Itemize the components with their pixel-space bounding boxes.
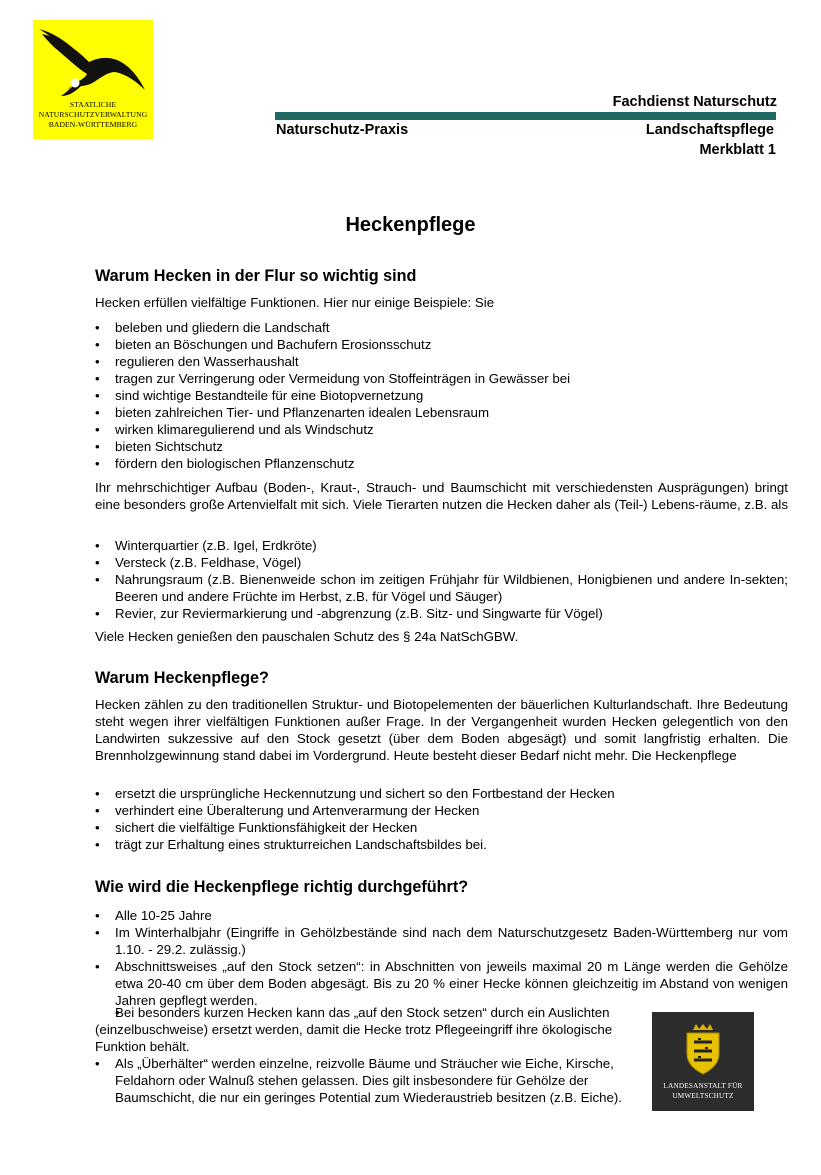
list-item: • sind wichtige Bestandteile für eine Biotopvernetzung [95,387,788,404]
list-item: • Revier, zur Reviermarkierung und -abgrenzung (z.B. Sitz- und Singwarte für Vögel) [95,605,788,622]
note-item [95,1004,641,1055]
list-item: • sichert die vielfältige Funktionsfähigkeit der Hecken [95,819,788,836]
page-title: Heckenpflege [345,214,476,236]
note-text: Bei besonders kurzen Hecken kann das „auf den Stock setzen“ durch ein Auslichten (einzelbuschweise) ersetzt werden, damit die Hecke trotz Pflegeeingriff ihre ökologische Funktion behält. [95,1005,613,1054]
eagle-icon [37,26,149,98]
list-item: • Im Winterhalbjahr (Eingriffe in Gehölzbestände sind nach dem Naturschutzgesetz Baden-Württemberg nur vom 1.10. - 29.2. zulässig.) [95,924,788,958]
seal-text-line: UMWELTSCHUTZ [672,1092,734,1100]
naturschutzverwaltung-logo [33,20,153,139]
section-heading: Warum Hecken in der Flur so wichtig sind [95,267,417,285]
section-closing: Viele Hecken genießen den pauschalen Schutz des § 24a NatSchGBW. [95,629,519,644]
list-item: • Winterquartier (z.B. Igel, Erdkröte) [95,537,788,554]
sheet-number: Merkblatt 1 [699,142,776,158]
list-item: • trägt zur Erhaltung eines strukturreichen Landschaftsbildes bei. [95,836,788,853]
list-item: • wirken klimaregulierend und als Windschutz [95,421,788,438]
section-heading: Warum Heckenpflege? [95,669,269,687]
logo-text-line: STAATLICHE [69,100,117,109]
list-item: • fördern den biologischen Pflanzenschutz [95,455,788,472]
procedure-list [95,907,788,1009]
list-item: • ersetzt die ursprüngliche Heckennutzung und sichert so den Fortbestand der Hecken [95,785,788,802]
logo-text-line: BADEN-WÜRTTEMBERG [48,119,138,129]
list-item: • tragen zur Verringerung oder Vermeidung von Stoffeinträgen in Gewässer bei [95,370,788,387]
care-benefit-list [95,785,788,853]
section-intro: Hecken erfüllen vielfältige Funktionen. Hier nur einige Beispiele: Sie [95,295,495,310]
list-item: • regulieren den Wasserhaushalt [95,353,788,370]
header-rule [275,112,776,120]
series-name: Naturschutz-Praxis [276,122,409,138]
use-list [95,537,788,622]
function-list [95,319,788,472]
list-item: • Versteck (z.B. Feldhase, Vögel) [95,554,788,571]
logo-text-line: NATURSCHUTZVERWALTUNG [38,109,148,119]
section-paragraph: Hecken zählen zu den traditionellen Struktur- und Biotopelementen der bäuerlichen Kulturlandschaft. Ihre Bedeutung steht wegen ihrer vielfältigen Funktionen außer Frage. In der Vergangenheit wurden Hecken gelegentlich von den Landwirten sukzessive auf den Stock gesetzt (über dem Boden abgesägt) und somit langfristig erhalten. Die Brennholzgewinnung stand dabei im Vordergrund. Heute besteht dieser Bedarf nicht mehr. Die Heckenpflege [95,697,788,763]
list-item: • bieten zahlreichen Tier- und Pflanzenarten idealen Lebensraum [95,404,788,421]
list-item: • Abschnittsweises „auf den Stock setzen“: in Abschnitten von jeweils maximal 20 m Länge werden die Gehölze etwa 20-40 cm über dem Boden abgesägt. Bis zu 20 % einer Hecke können gleichzeitig im Abstand von wenigen Jahren gepflegt werden. [95,958,788,1009]
procedure-list-continued [95,1004,641,1106]
section-heading: Wie wird die Heckenpflege richtig durchgeführt? [95,878,469,896]
list-item: • Alle 10-25 Jahre [95,907,788,924]
list-item: • beleben und gliedern die Landschaft [95,319,788,336]
coat-of-arms-icon [685,1024,721,1076]
section-paragraph: Ihr mehrschichtiger Aufbau (Boden-, Kraut-, Strauch- und Baumschicht mit verschiedensten Ausprägungen) bringt eine besonders große Artenvielfalt mit sich. Viele Tierarten nutzen die Hecken daher als (Teil-) Lebens-räume, z.B. als [95,480,789,512]
topic-name: Landschaftspflege [645,122,774,138]
seal-text-line: LANDESANSTALT FÜR [663,1082,743,1090]
list-item: • bieten an Böschungen und Bachufern Erosionsschutz [95,336,788,353]
list-item: • verhindert eine Überalterung und Artenverarmung der Hecken [95,802,788,819]
service-name: Fachdienst Naturschutz [612,94,777,110]
list-item: • Nahrungsraum (z.B. Bienenweide schon im zeitigen Frühjahr für Wildbienen, Honigbienen und andere In-sekten; Beeren und andere Früchte im Herbst, z.B. für Vögel und Säuger) [95,571,788,605]
list-item: • bieten Sichtschutz [95,438,788,455]
list-item: • Als „Überhälter“ werden einzelne, reizvolle Bäume und Sträucher wie Eiche, Kirsche, Feldahorn oder Walnuß stehen gelassen. Dies gilt insbesondere für Gehölze der Baumschicht, die nur ein geringes Potential zum Wiederaustrieb besitzen (z.B. Eiche). [95,1055,641,1106]
landesanstalt-seal [652,1012,754,1111]
